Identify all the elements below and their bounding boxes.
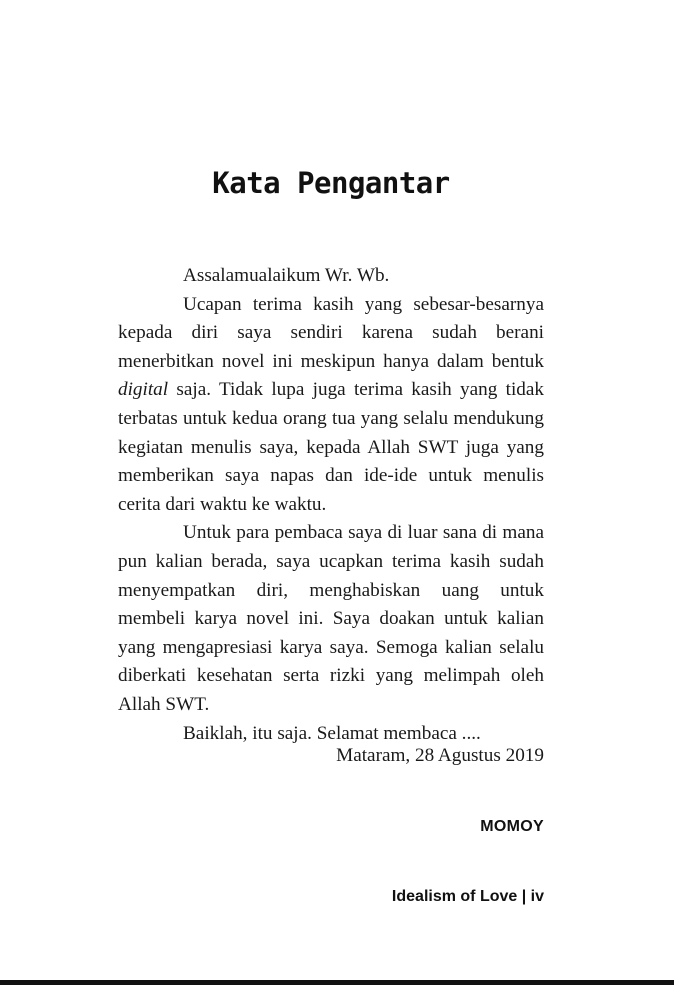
readers-paragraph: Untuk para pembaca saya di luar sana di mana pun kalian berada, saya ucapkan terima kasih sudah menyempatkan diri, menghabiskan uang untuk membeli karya novel ini. Saya doakan untuk kalian yang mengapresiasi karya saya. Semoga kalian selalu diberkati kesehatan serta rizki yang melimpah oleh Allah SWT.	[118, 522, 544, 715]
thanks-text-start: Ucapan terima kasih yang sebesar-besarnya kepada diri saya sendiri karena sudah berani menerbitkan novel ini meskipun hanya dalam bentuk	[118, 293, 544, 372]
page-title: Kata Pengantar	[212, 166, 450, 200]
greeting-paragraph: Assalamualaikum Wr. Wb.	[183, 265, 390, 286]
author-name: MOMOY	[480, 818, 544, 835]
thanks-text-end: saja. Tidak lupa juga terima kasih yang tidak terbatas untuk kedua orang tua yang selalu mendukung kegiatan menulis saya, kepada Allah SWT juga yang memberikan saya napas dan ide-ide untuk menulis cerita dari waktu ke waktu.	[118, 379, 544, 515]
preface-body	[118, 262, 544, 748]
closing-paragraph: Baiklah, itu saja. Selamat membaca ....	[183, 722, 481, 744]
bottom-divider	[0, 980, 674, 985]
signoff-date: Mataram, 28 Agustus 2019	[336, 745, 544, 766]
thanks-paragraph	[118, 291, 544, 520]
page-footer: Idealism of Love | iv	[391, 888, 544, 905]
thanks-italic-word: digital	[118, 379, 169, 401]
